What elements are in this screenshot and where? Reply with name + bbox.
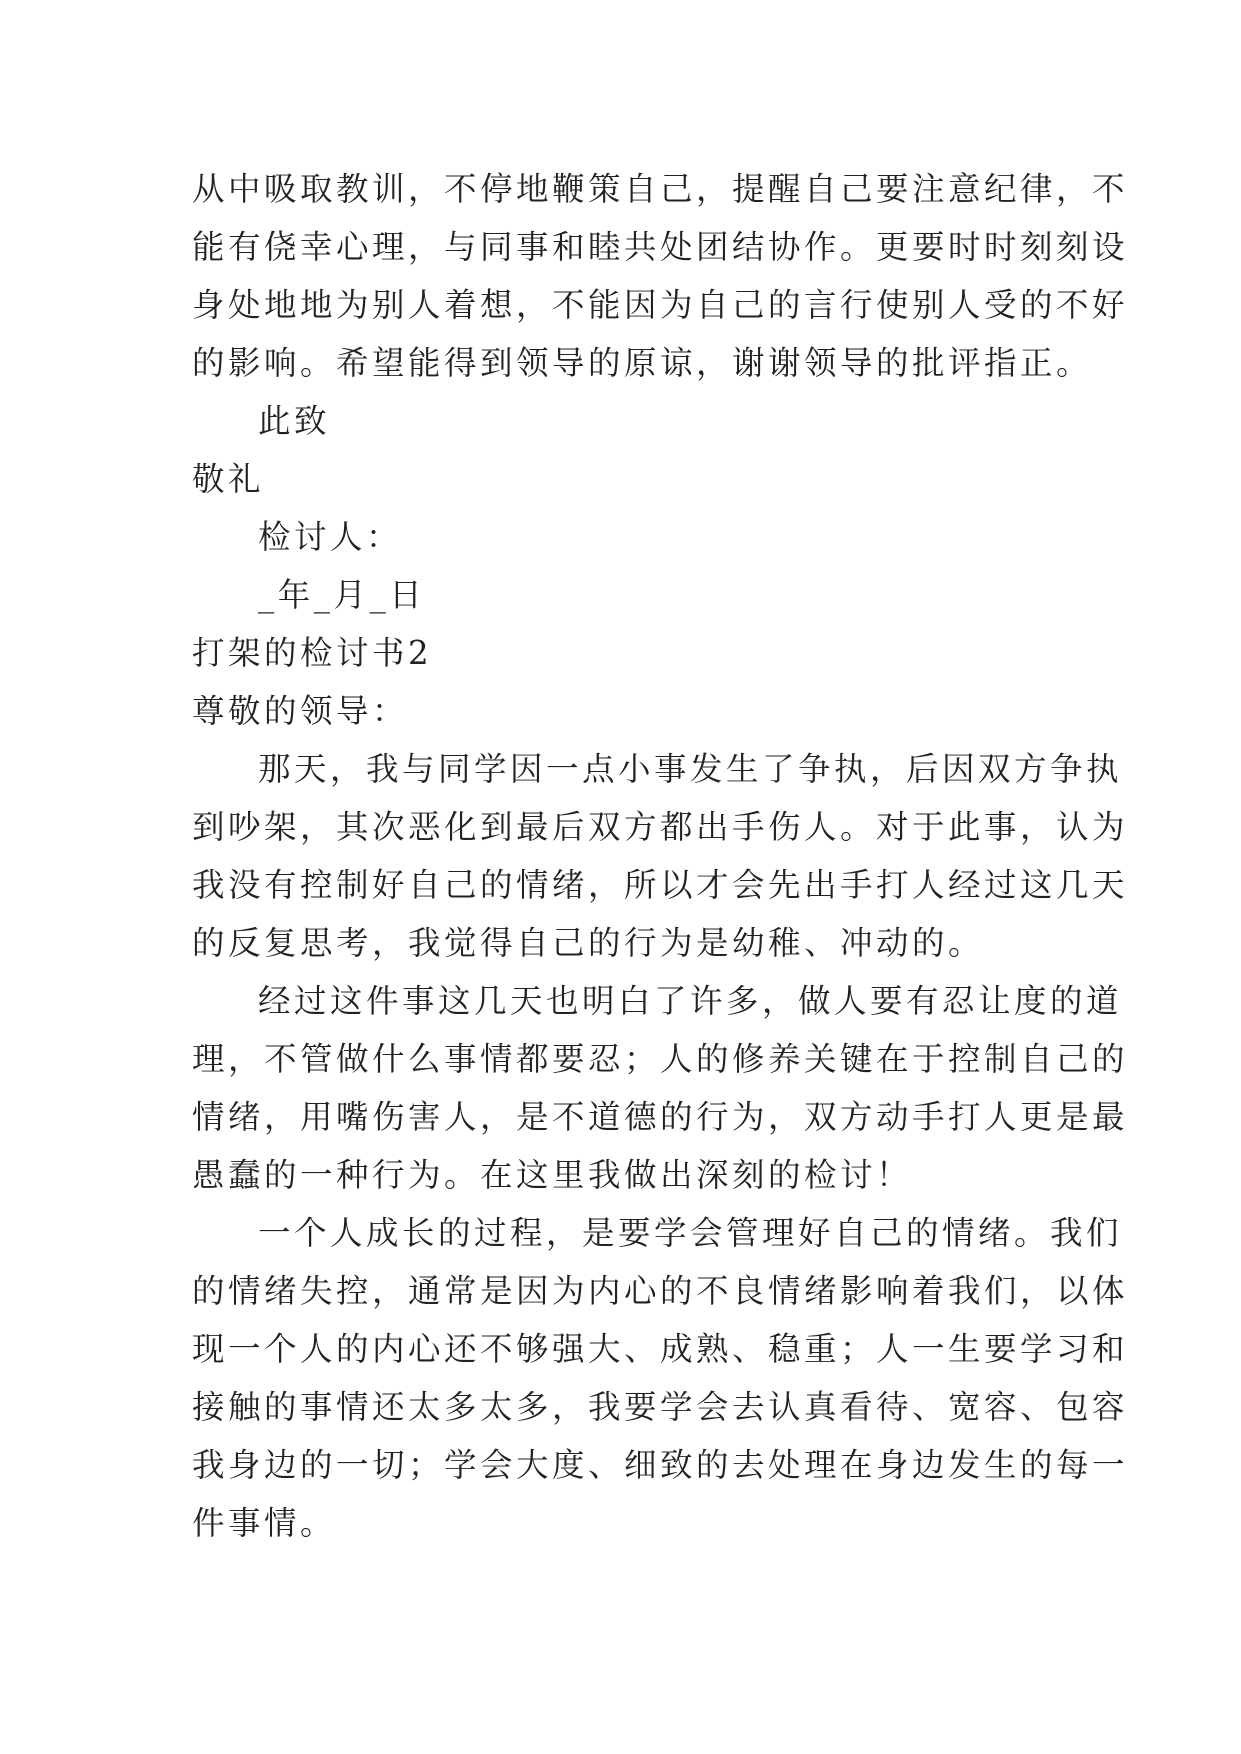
- section-title: 打架的检讨书2: [192, 634, 433, 672]
- text-line: 件事情。: [192, 1504, 337, 1542]
- text-line: 一个人成长的过程，是要学会管理好自己的情绪。我们: [258, 1214, 1123, 1252]
- text-line: 到吵架，其次恶化到最后双方都出手伤人。对于此事，认为: [192, 808, 1129, 846]
- paragraph-growth: [192, 1204, 1129, 1552]
- text-line: 的情绪失控，通常是因为内心的不良情绪影响着我们，以体: [192, 1272, 1129, 1310]
- text-line: 情绪，用嘴伤害人，是不道德的行为，双方动手打人更是最: [192, 1098, 1129, 1136]
- closing-respect: 敬礼: [192, 460, 265, 498]
- closing-salute: 此致: [258, 402, 331, 440]
- paragraph-incident: [192, 740, 1129, 972]
- text-line: 那天，我与同学因一点小事发生了争执，后因双方争执: [258, 750, 1123, 788]
- text-line: 能有侥幸心理，与同事和睦共处团结协作。更要时时刻刻设: [192, 228, 1129, 266]
- date-line: _年_月_日: [258, 576, 426, 614]
- text-line: 经过这件事这几天也明白了许多，做人要有忍让度的道: [258, 982, 1123, 1020]
- text-line: 接触的事情还太多太多，我要学会去认真看待、宽容、包容: [192, 1388, 1129, 1426]
- document-body: [192, 160, 1129, 1552]
- text-line: 理，不管做什么事情都要忍；人的修养关键在于控制自己的: [192, 1040, 1129, 1078]
- text-line: 我没有控制好自己的情绪，所以才会先出手打人经过这几天: [192, 866, 1129, 904]
- text-line: 身处地地为别人着想，不能因为自己的言行使别人受的不好: [192, 286, 1129, 324]
- paragraph-commitment: [192, 160, 1129, 392]
- text-line: 从中吸取教训，不停地鞭策自己，提醒自己要注意纪律，不: [192, 170, 1129, 208]
- paragraph-reflection: [192, 972, 1129, 1204]
- text-line: 的反复思考，我觉得自己的行为是幼稚、冲动的。: [192, 924, 985, 962]
- greeting: 尊敬的领导：: [192, 692, 409, 730]
- signer-label: 检讨人：: [258, 518, 403, 556]
- text-line: 现一个人的内心还不够强大、成熟、稳重；人一生要学习和: [192, 1330, 1129, 1368]
- text-line: 的影响。希望能得到领导的原谅，谢谢领导的批评指正。: [192, 344, 1093, 382]
- text-line: 愚蠢的一种行为。在这里我做出深刻的检讨！: [192, 1156, 913, 1194]
- text-line: 我身边的一切；学会大度、细致的去处理在身边发生的每一: [192, 1446, 1129, 1484]
